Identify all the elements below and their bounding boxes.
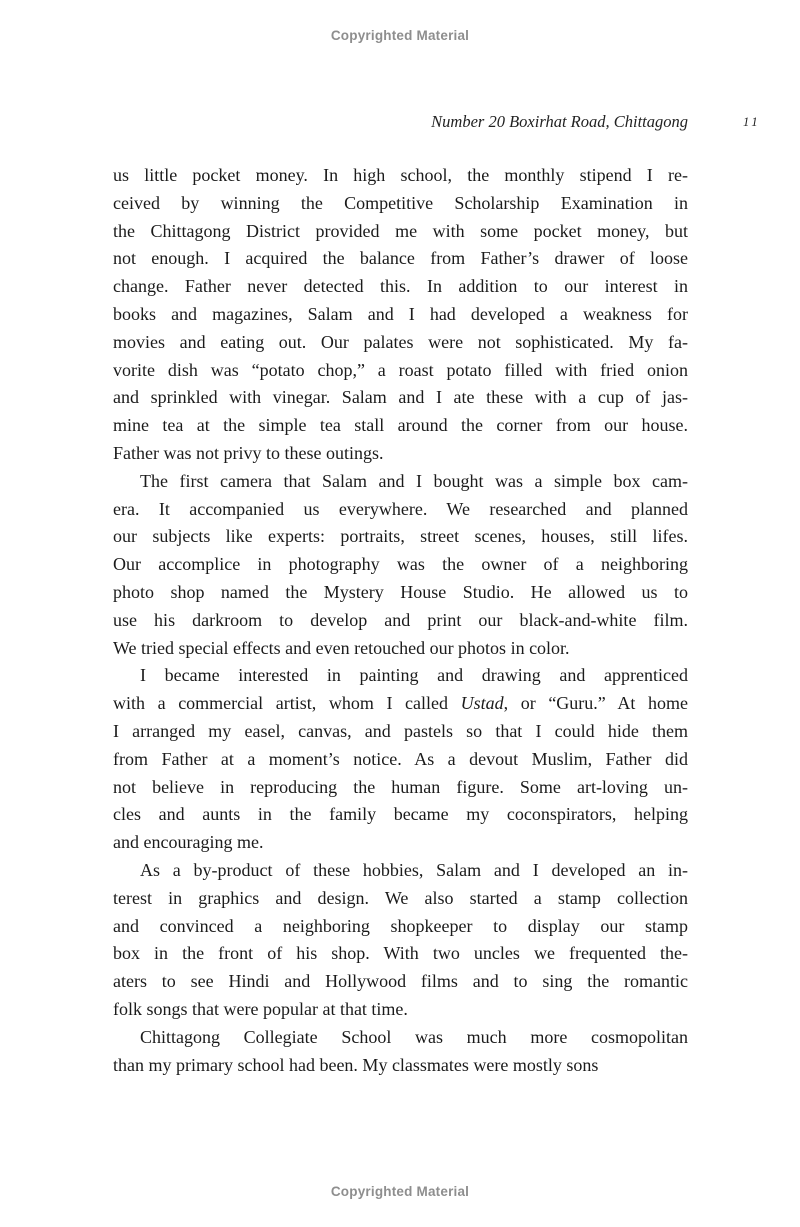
text-line: our subjects like experts: portraits, street scenes, houses, still lifes. xyxy=(113,526,688,547)
text-line: Our accomplice in photography was the owner of a neighboring xyxy=(113,554,688,575)
text-line: terest in graphics and design. We also started a stamp collection xyxy=(113,887,688,908)
text-line: folk songs that were popular at that time. xyxy=(113,998,408,1019)
text-line: change. Father never detected this. In addition to our interest in xyxy=(113,276,688,297)
text-line: era. It accompanied us everywhere. We researched and planned xyxy=(113,498,688,519)
text-line: not enough. I acquired the balance from Father’s drawer of loose xyxy=(113,248,688,269)
text-line: not believe in reproducing the human figure. Some art-loving un- xyxy=(113,776,688,797)
text-line: ceived by winning the Competitive Scholarship Examination in xyxy=(113,192,688,213)
text-segment: , or “Guru.” At home xyxy=(503,693,688,714)
paragraph xyxy=(113,1024,688,1080)
text-line: photo shop named the Mystery House Studio. He allowed us to xyxy=(113,581,688,602)
paragraph xyxy=(113,857,688,1024)
text-line: and sprinkled with vinegar. Salam and I ate these with a cup of jas- xyxy=(113,387,688,408)
text-line: and encouraging me. xyxy=(113,832,264,853)
text-line: books and magazines, Salam and I had developed a weakness for xyxy=(113,303,688,324)
text-line: vorite dish was “potato chop,” a roast potato filled with fried onion xyxy=(113,359,688,380)
text-segment: with a commercial artist, whom I called xyxy=(113,693,461,714)
italic-text-segment: Ustad xyxy=(460,693,504,714)
text-line: box in the front of his shop. With two uncles we frequented the- xyxy=(113,943,688,964)
text-block xyxy=(113,162,688,1079)
page-number: 11 xyxy=(743,115,761,129)
paragraph xyxy=(113,162,688,468)
text-line: I became interested in painting and drawing and apprenticed xyxy=(140,665,688,686)
paragraph xyxy=(113,662,688,857)
text-line: and convinced a neighboring shopkeeper to display our stamp xyxy=(113,915,688,936)
copyright-watermark-bottom: Copyrighted Material xyxy=(330,1184,470,1199)
text-line: than my primary school had been. My classmates were mostly sons xyxy=(113,1054,599,1075)
text-line: As a by-product of these hobbies, Salam and I developed an in- xyxy=(140,859,688,880)
text-line: use his darkroom to develop and print our black-and-white film. xyxy=(113,609,688,630)
text-line: the Chittagong District provided me with some pocket money, but xyxy=(113,220,688,241)
running-header xyxy=(113,112,761,132)
text-line: cles and aunts in the family became my coconspirators, helping xyxy=(113,804,688,825)
text-line: I arranged my easel, canvas, and pastels so that I could hide them xyxy=(113,720,688,741)
text-line: mine tea at the simple tea stall around the corner from our house. xyxy=(113,415,688,436)
text-line: Chittagong Collegiate School was much more cosmopolitan xyxy=(140,1026,688,1047)
text-line: Father was not privy to these outings. xyxy=(113,442,384,463)
text-line: us little pocket money. In high school, the monthly stipend I re- xyxy=(113,165,688,185)
text-line: movies and eating out. Our palates were not sophisticated. My fa- xyxy=(113,331,688,352)
text-line: from Father at a moment’s notice. As a devout Muslim, Father did xyxy=(113,748,688,769)
running-header-title: Number 20 Boxirhat Road, Chittagong xyxy=(431,112,688,131)
copyright-watermark-top: Copyrighted Material xyxy=(330,28,470,43)
text-line: We tried special effects and even retouched our photos in color. xyxy=(113,637,570,658)
text-line: aters to see Hindi and Hollywood films and to sing the romantic xyxy=(113,971,688,992)
paragraph xyxy=(113,468,688,663)
text-line: The first camera that Salam and I bought was a simple box cam- xyxy=(140,470,688,491)
text-line xyxy=(113,690,688,718)
